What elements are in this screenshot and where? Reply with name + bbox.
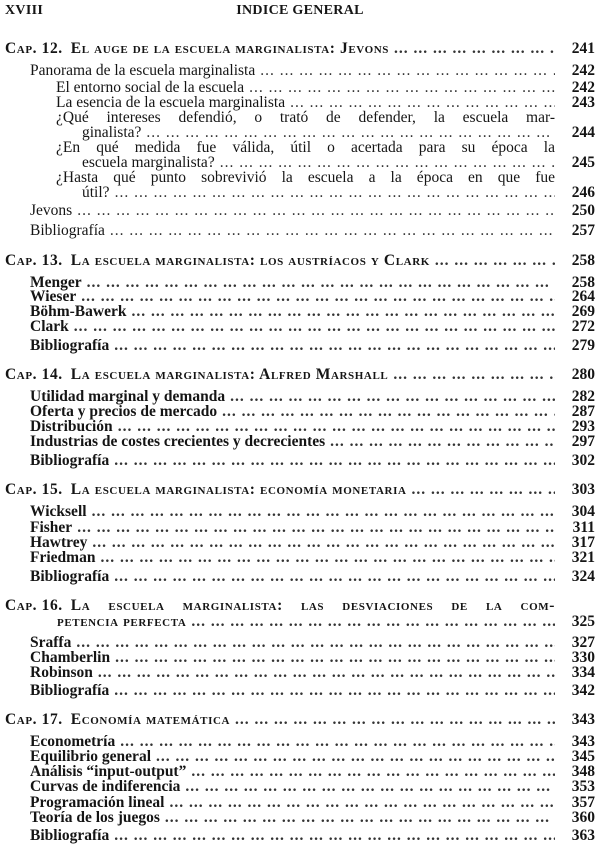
page-number: 325 [571,613,595,630]
page-number: 321 [571,549,595,566]
dot-leader [109,337,555,354]
chapter-label: Cap. 15. [5,481,63,498]
entry-text: Wieser [30,288,77,305]
toc-entry [30,809,555,826]
entry-text: ¿Hasta qué punto sobrevivió la escuela a la época en que fue [56,169,555,186]
toc-entry [30,549,555,566]
toc-entry [82,184,555,201]
toc-entry [30,778,555,795]
entry-text: Hawtrey [30,534,88,551]
entry-text: El auge de la escuela marginalista: Jevons [70,40,390,57]
dot-leader [180,778,555,795]
entry-text: Programación lineal [30,794,165,811]
page-number: 343 [571,711,595,728]
entry-text: El entorno social de la escuela [56,79,245,96]
chapter-label: Cap. 16. [5,597,63,614]
page-number: 257 [571,222,595,239]
entry-text: Bibliografía [30,337,110,354]
dot-leader [109,452,555,469]
page-number: 264 [571,288,595,305]
dot-leader [109,827,555,844]
page-number: 330 [571,649,595,666]
entry-text: La escuela marginalista: los austríacos y Clark [70,252,430,269]
dot-leader [186,613,555,630]
page-number: 242 [571,62,595,79]
chapter-label: Cap. 14. [5,366,63,383]
toc-entry [30,202,555,219]
chapter-label: Cap. 13. [5,252,63,269]
page-number: 241 [571,40,595,57]
entry-text: La esencia de la escuela marginalista [56,94,286,111]
chapter-heading [5,40,555,57]
dot-leader [255,62,555,79]
chapter-heading [57,613,555,630]
entry-text: Oferta y precios de mercado [30,403,218,420]
entry-text: útil? [82,184,110,201]
page-number: 324 [571,568,595,585]
toc-entry [30,222,555,239]
entry-text: escuela marginalista? [82,154,215,171]
page-number: 245 [571,154,595,171]
entry-text: Friedman [30,549,96,566]
toc-entry [30,452,555,469]
running-page-number: XVIII [5,3,44,18]
entry-text: Equilibrio general [30,748,151,765]
dot-leader [389,40,555,57]
entry-text: Wicksell [30,503,87,520]
entry-text: Bibliografía [30,222,105,239]
dot-leader [110,184,555,201]
dot-leader [105,222,555,239]
toc-entry [30,62,555,79]
toc-entry [30,568,555,585]
dot-leader [95,549,555,566]
page-number: 243 [571,94,595,111]
entry-text: Bibliografía [30,452,110,469]
page-number: 302 [571,452,595,469]
page-number: 342 [571,682,595,699]
entry-text: Chamberlin [30,649,111,666]
page-number: 360 [571,809,595,826]
toc-entry [30,827,555,844]
page-number: 287 [571,403,595,420]
dot-leader [93,664,555,681]
page-number: 282 [571,388,595,405]
page-number: 348 [571,763,595,780]
dot-leader [87,503,555,520]
page-number: 357 [571,794,595,811]
toc-entry [30,664,555,681]
running-title: INDICE GENERAL [236,3,364,18]
dot-leader [72,202,555,219]
page-number: 353 [571,778,595,795]
entry-text: Distribución [30,418,113,435]
entry-text: ginalista? [82,124,142,141]
page-number: 272 [571,318,595,335]
entry-text: La escuela marginalista: economía monetaria [70,481,407,498]
dot-leader [407,481,556,498]
page-number: 269 [571,303,595,320]
entry-text: La escuela marginalista: las desviaciones de la com- [70,597,555,614]
page-number: 242 [571,79,595,96]
entry-text: Jevons [30,202,73,219]
entry-text: Curvas de indiferencia [30,778,181,795]
entry-text: Teoría de los juegos [30,809,160,826]
dot-leader [69,318,555,335]
entry-text: Sraffa [30,634,72,651]
dot-leader [325,433,555,450]
entry-text: Econometría [30,733,116,750]
entry-text: Robinson [30,664,93,681]
page-number: 279 [571,337,595,354]
entry-text: Böhm-Bawerk [30,303,127,320]
toc-entry [30,503,555,520]
entry-text: petencia perfecta [57,613,187,630]
page-number: 258 [571,252,595,269]
entry-text: Utilidad marginal y demanda [30,388,226,405]
page-number: 244 [571,124,595,141]
dot-leader [109,568,555,585]
page-number: 304 [571,503,595,520]
page-number: 327 [571,634,595,651]
page-number: 258 [571,274,595,291]
page-number: 334 [571,664,595,681]
chapter-heading [5,366,555,383]
entry-text: La escuela marginalista: Alfred Marshall [70,366,389,383]
page-number: 293 [571,418,595,435]
page-number: 246 [571,184,595,201]
entry-text: Industrias de costes crecientes y decrecientes [30,433,326,450]
dot-leader [230,711,555,728]
toc-entry [30,433,555,450]
toc-entry [30,318,555,335]
dot-leader [160,809,555,826]
chapter-heading [5,252,555,269]
dot-leader [388,366,555,383]
page-number: 311 [572,519,595,536]
entry-text: Clark [30,318,69,335]
entry-text: Análisis “input-output” [30,763,187,780]
entry-text: Menger [30,274,82,291]
chapter-heading [5,711,555,728]
entry-text: ¿En qué medida fue válida, útil o acertada para su época la [56,139,555,156]
chapter-label: Cap. 17. [5,711,63,728]
toc-entry [30,337,555,354]
entry-text: Economía matemática [70,711,231,728]
page-number: 303 [571,481,595,498]
page-number: 363 [571,827,595,844]
page-number: 343 [571,733,595,750]
chapter-heading [5,597,555,614]
entry-text: Bibliografía [30,568,110,585]
entry-text: Fisher [30,519,73,536]
page-number: 250 [571,202,595,219]
toc-entry [30,682,555,699]
dot-leader [430,252,555,269]
dot-leader [109,682,555,699]
page-number: 345 [571,748,595,765]
chapter-label: Cap. 12. [5,40,63,57]
page-number: 280 [571,366,595,383]
entry-text: ¿Qué intereses defendió, o trató de defender, la escuela mar- [56,109,555,126]
entry-text: Panorama de la escuela marginalista [30,62,256,79]
chapter-heading [5,481,555,498]
entry-text: Bibliografía [30,682,110,699]
page-number: 297 [571,433,595,450]
page-number: 317 [571,534,595,551]
entry-text: Bibliografía [30,827,110,844]
